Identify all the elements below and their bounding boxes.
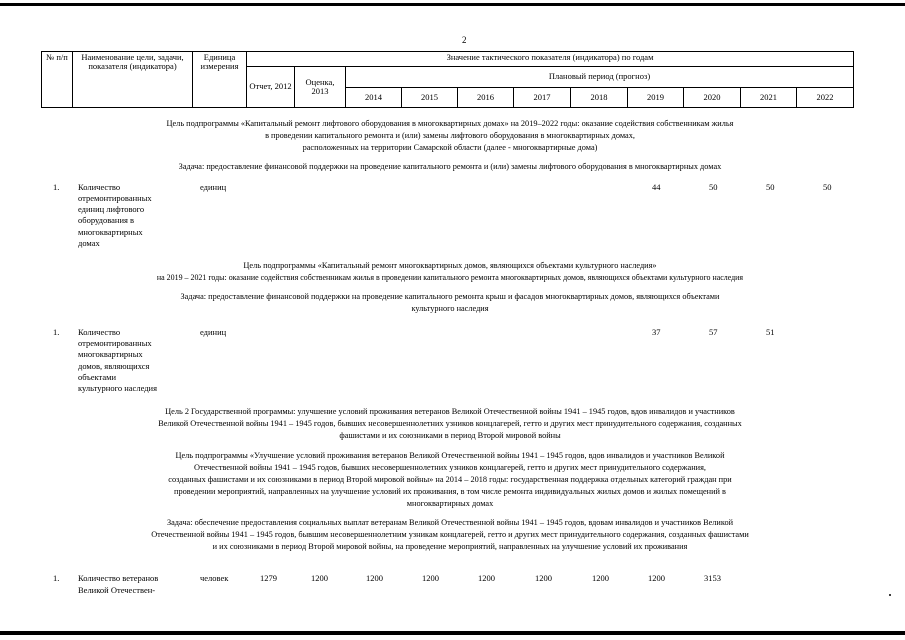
header-year: 2020 (684, 88, 741, 108)
block1-row-number: 1. (53, 182, 60, 192)
block2-row-name-line: домов, являющихся (78, 361, 150, 371)
block3-value-2017: 1200 (535, 573, 552, 583)
block1-value-2020: 50 (709, 182, 718, 192)
block1-row-name-line: домах (78, 238, 100, 248)
block3-row-name-line: Количество ветеранов (78, 573, 159, 583)
header-year: 2014 (346, 88, 402, 108)
block3-value-2019: 1200 (648, 573, 665, 583)
block3-goal-line: многоквартирных домах (406, 499, 494, 508)
indicator-table-header (41, 51, 854, 108)
bottom-border-line (0, 631, 905, 635)
block3-task-line: Отечественной войны 1941 – 1945 годов, бывшим несовершеннолетним узникам концлагерей, гетто и других мест принудительного содержания, созданных фашистами (151, 530, 749, 539)
block2-task-line: Задача: предоставление финансовой поддержки на проведение капитального ремонта крыш и фасадов многоквартирных домов, являющихся объектами (180, 292, 720, 301)
block1-row-name-line: Количество (78, 182, 121, 192)
header-year: 2019 (628, 88, 684, 108)
header-plan-period: Плановый период (прогноз) (346, 67, 854, 88)
goal2-line: Цель 2 Государственной программы: улучшение условий проживания ветеранов Великой Отечественной войны 1941 – 1945 годов, вдов инвалидов и участников (165, 407, 735, 416)
block2-value-2021: 51 (766, 327, 775, 337)
scan-speck (889, 594, 891, 596)
block1-row-name-line: оборудования в (78, 215, 135, 225)
block2-row-unit: единиц (200, 327, 227, 337)
header-report-2012: Отчет, 2012 (247, 67, 295, 108)
block2-row-name-line: Количество (78, 327, 121, 337)
block1-row-name-line: отремонтированных (78, 193, 152, 203)
header-year: 2018 (571, 88, 628, 108)
block1-goal-line: в проведении капитального ремонта и (или) замены лифтового оборудования в многоквартирных домах, (265, 131, 635, 140)
block2-task-line: культурного наследия (411, 304, 489, 313)
header-year: 2022 (797, 88, 854, 108)
header-year: 2017 (514, 88, 571, 108)
block2-row-number: 1. (53, 327, 60, 337)
header-col-values: Значение тактического показателя (индикатора) по годам (247, 52, 854, 67)
block3-goal-line: созданных фашистами и их союзниками в период Второй мировой войны» на 2014 – 2018 годы: государственная поддержка отдельных категорий граждан при (168, 475, 732, 484)
header-year: 2015 (402, 88, 458, 108)
block1-row-unit: единиц (200, 182, 227, 192)
block3-value-2012: 1279 (260, 573, 277, 583)
block3-task-line: и их союзниками в период Второй мировой войны, на проведение мероприятий, направленных на улучшение условий их проживания (212, 542, 688, 551)
block3-value-2018: 1200 (592, 573, 609, 583)
block2-goal-line: на 2019 – 2021 годы: оказание содействия собственникам жилья в проведении капитального ремонта многоквартирных домов, являющихся объектами культурного наследия (156, 273, 744, 282)
top-border-line (0, 3, 905, 6)
block2-value-2020: 57 (709, 327, 718, 337)
block1-goal-line: Цель подпрограммы «Капитальный ремонт лифтового оборудования в многоквартирных домах» на 2019–2022 годы: оказание содействия собственникам жилья (166, 119, 734, 128)
block2-row-name-line: отремонтированных (78, 338, 152, 348)
block3-goal-line: проведении мероприятий, направленных на улучшение условий их проживания, в том числе ремонта индивидуальных жилых домов и жилых помещений в (174, 487, 726, 496)
block1-value-2022: 50 (823, 182, 832, 192)
block1-goal-line: расположенных на территории Самарской области (далее - многоквартирные дома) (302, 143, 598, 152)
block2-row-name-line: многоквартирных (78, 349, 143, 359)
block2-row-name-line: культурного наследия (78, 383, 158, 393)
block3-value-2016: 1200 (478, 573, 495, 583)
goal2-line: Великой Отечественной войны 1941 – 1945 годов, бывших несовершеннолетних узников концлагерей, гетто и других мест принудительного содержания, созданных (158, 419, 742, 428)
block3-goal-line: Отечественной войны 1941 – 1945 годов, бывших несовершеннолетних узников концлагерей, гетто и других мест принудительного содержания, (194, 463, 706, 472)
page-number: 2 (462, 35, 467, 45)
header-col-num: № п/п (42, 52, 73, 108)
header-estimate-2013: Оценка, 2013 (295, 67, 346, 108)
block3-row-name-line: Великой Отечествен- (78, 585, 156, 595)
goal2-line: фашистами и их союзниками в период Второй мировой войны (339, 431, 561, 440)
block1-value-2019: 44 (652, 182, 661, 192)
block3-task-line: Задача: обеспечение предоставления социальных выплат ветеранам Великой Отечественной войны 1941 – 1945 годов, вдовам инвалидов и участников Великой (166, 518, 734, 527)
block3-value-2015: 1200 (422, 573, 439, 583)
block3-goal-line: Цель подпрограммы «Улучшение условий проживания ветеранов Великой Отечественной войны 1941 – 1945 годов, вдов инвалидов и участников Великой (175, 451, 725, 460)
block2-goal-line: Цель подпрограммы «Капитальный ремонт многоквартирных домов, являющихся объектами культурного наследия» (243, 261, 657, 270)
block1-task: Задача: предоставление финансовой поддержки на проведение капитального ремонта и (или) замены лифтового оборудования в многоквартирных домах (178, 162, 722, 171)
block3-row-number: 1. (53, 573, 60, 583)
block1-row-name-line: единиц лифтового (78, 204, 145, 214)
header-year: 2016 (458, 88, 514, 108)
block3-value-2014: 1200 (366, 573, 383, 583)
block3-row-unit: человек (200, 573, 229, 583)
block2-row-name-line: объектами (78, 372, 117, 382)
block3-value-2020: 3153 (704, 573, 721, 583)
header-col-unit: Единица измерения (193, 52, 247, 108)
block2-value-2019: 37 (652, 327, 661, 337)
header-year: 2021 (741, 88, 797, 108)
block3-value-2013: 1200 (311, 573, 328, 583)
header-col-name: Наименование цели, задачи, показателя (индикатора) (73, 52, 193, 108)
block1-row-name-line: многоквартирных (78, 227, 143, 237)
block1-value-2021: 50 (766, 182, 775, 192)
